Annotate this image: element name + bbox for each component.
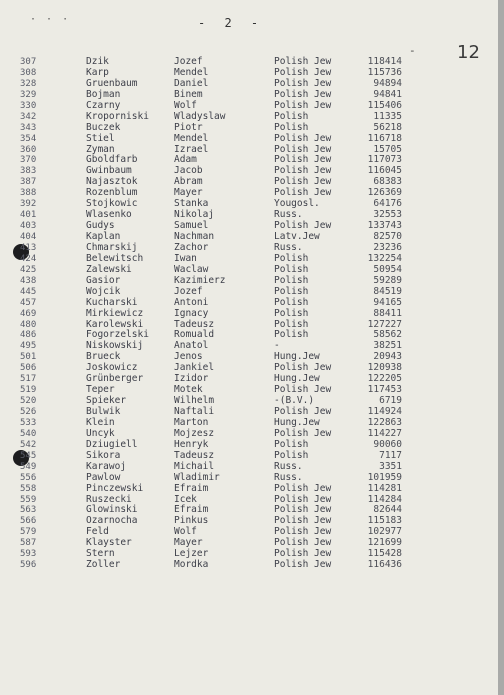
last-name: Niskowskij <box>86 340 144 352</box>
list-item <box>0 68 504 79</box>
last-name: Ruszecki <box>86 493 132 505</box>
nationality: Russ. <box>274 460 303 472</box>
first-name: Anatol <box>174 340 209 352</box>
first-name: Lejzer <box>174 548 209 560</box>
list-item <box>0 374 504 385</box>
prisoner-number: 117073 <box>367 154 402 166</box>
prisoner-number: 56218 <box>373 121 402 133</box>
prisoner-number: 68383 <box>373 176 402 188</box>
prisoner-number: 32553 <box>373 209 402 221</box>
last-name: Gwinbaum <box>86 165 132 177</box>
list-item <box>0 341 504 352</box>
row-number: 328 <box>20 78 37 89</box>
list-item <box>0 232 504 243</box>
first-name: Stanka <box>174 198 209 210</box>
nationality: Polish Jew <box>274 362 332 374</box>
list-item <box>0 462 504 473</box>
nationality: Polish Jew <box>274 482 332 494</box>
row-number: 563 <box>20 505 37 516</box>
prisoner-number: 3351 <box>379 460 402 472</box>
last-name: Najasztok <box>86 176 138 188</box>
row-number: 469 <box>20 308 37 319</box>
row-number: 401 <box>20 210 37 221</box>
row-number: 486 <box>20 330 37 341</box>
prisoner-number: 121699 <box>367 537 402 549</box>
last-name: Bojman <box>86 88 121 100</box>
last-name: Dziugiell <box>86 438 138 450</box>
last-name: Uncyk <box>86 427 115 439</box>
prisoner-number: 118414 <box>367 56 402 67</box>
prisoner-number: 20943 <box>373 351 402 363</box>
row-number: 540 <box>20 428 37 439</box>
prisoner-number: 115736 <box>367 66 402 78</box>
last-name: Karp <box>86 66 109 78</box>
nationality: Polish Jew <box>274 77 332 89</box>
prisoner-number: 23236 <box>373 241 402 253</box>
prisoner-number: 122205 <box>367 373 402 385</box>
row-number: 413 <box>20 242 37 253</box>
prisoner-number: 94165 <box>373 296 402 308</box>
first-name: Mojzesz <box>174 427 215 439</box>
first-name: Naftali <box>174 406 215 417</box>
row-number: 360 <box>20 144 37 155</box>
first-name: Izrael <box>174 143 209 155</box>
nationality: Polish <box>274 285 309 297</box>
first-name: Wladyslaw <box>174 110 226 122</box>
last-name: Feld <box>86 526 109 538</box>
list-item <box>0 418 504 429</box>
row-number: 342 <box>20 111 37 122</box>
last-name: Zyman <box>86 143 115 155</box>
first-name: Mendel <box>174 132 209 144</box>
nationality: Russ. <box>274 241 303 253</box>
prisoner-number: 114284 <box>367 493 402 505</box>
list-item <box>0 79 504 90</box>
last-name: Grünberger <box>86 373 144 385</box>
list-item <box>0 254 504 265</box>
first-name: Efraim <box>174 504 209 516</box>
row-number: 445 <box>20 286 37 297</box>
nationality: Polish Jew <box>274 143 332 155</box>
last-name: Czarny <box>86 99 121 111</box>
row-number: 370 <box>20 155 37 166</box>
prisoner-number: 94841 <box>373 88 402 100</box>
first-name: Romuald <box>174 329 215 341</box>
row-number: 425 <box>20 264 37 275</box>
row-number: 403 <box>20 221 37 232</box>
nationality: Polish <box>274 438 309 450</box>
last-name: Sikora <box>86 449 121 461</box>
last-name: Stern <box>86 548 115 560</box>
list-item <box>0 112 504 123</box>
list-item <box>0 396 504 407</box>
row-number: 587 <box>20 538 37 549</box>
list-item <box>0 265 504 276</box>
last-name: Zalewski <box>86 263 132 275</box>
prisoner-number: 127227 <box>367 318 402 330</box>
row-number: 457 <box>20 297 37 308</box>
row-number: 424 <box>20 253 37 264</box>
row-number: 495 <box>20 341 37 352</box>
first-name: Marton <box>174 416 209 428</box>
nationality: Polish <box>274 263 309 275</box>
corner-number: 12 <box>457 42 480 63</box>
nationality: Polish Jew <box>274 132 332 144</box>
list-item <box>0 188 504 199</box>
row-number: 383 <box>20 166 37 177</box>
row-number: 545 <box>20 450 37 461</box>
row-number: 556 <box>20 472 37 483</box>
nationality: Polish <box>274 318 309 330</box>
first-name: Ignacy <box>174 307 209 319</box>
list-item <box>0 549 504 560</box>
nationality: Hung.Jew <box>274 373 320 385</box>
last-name: Belewitsch <box>86 252 144 264</box>
prisoner-number: 90060 <box>373 438 402 450</box>
prisoner-number: 38251 <box>373 340 402 352</box>
prisoner-number: 120938 <box>367 362 402 374</box>
first-name: Antoni <box>174 296 209 308</box>
row-number: 480 <box>20 319 37 330</box>
nationality: Polish <box>274 252 309 264</box>
last-name: Rozenblum <box>86 187 138 199</box>
list-item <box>0 221 504 232</box>
nationality: Hung.Jew <box>274 351 320 363</box>
prisoner-number: 115428 <box>367 548 402 560</box>
list-item <box>0 298 504 309</box>
last-name: Wojcik <box>86 285 121 297</box>
list-item <box>0 320 504 331</box>
row-number: 438 <box>20 275 37 286</box>
last-name: Gruenbaum <box>86 77 138 89</box>
list-item <box>0 560 504 571</box>
last-name: Zoller <box>86 559 121 571</box>
prisoner-number: 132254 <box>367 252 402 264</box>
prisoner-number: 64176 <box>373 198 402 210</box>
first-name: Nikolaj <box>174 209 215 221</box>
row-number: 566 <box>20 516 37 527</box>
last-name: Spieker <box>86 395 127 407</box>
last-name: Pawlow <box>86 471 121 483</box>
nationality: Polish Jew <box>274 176 332 188</box>
row-number: 392 <box>20 199 37 210</box>
list-item <box>0 57 504 68</box>
nationality: Polish Jew <box>274 165 332 177</box>
first-name: Tadeusz <box>174 449 215 461</box>
margin-dots: · · · <box>30 14 71 25</box>
row-number: 596 <box>20 560 37 571</box>
last-name: Mirkiewicz <box>86 307 144 319</box>
nationality: Polish <box>274 296 309 308</box>
prisoner-number: 115406 <box>367 99 402 111</box>
first-name: Motek <box>174 384 203 396</box>
last-name: Brueck <box>86 351 121 363</box>
nationality: Polish Jew <box>274 559 332 571</box>
first-name: Pinkus <box>174 515 209 527</box>
nationality: Russ. <box>274 209 303 221</box>
first-name: Jozef <box>174 56 203 67</box>
first-name: Adam <box>174 154 197 166</box>
list-item <box>0 407 504 418</box>
first-name: Kazimierz <box>174 274 226 286</box>
nationality: Polish Jew <box>274 504 332 516</box>
last-name: Karawoj <box>86 460 127 472</box>
last-name: Klayster <box>86 537 132 549</box>
list-item <box>0 210 504 221</box>
nationality: Polish <box>274 274 309 286</box>
last-name: Teper <box>86 384 115 396</box>
nationality: Polish Jew <box>274 220 332 232</box>
list-item <box>0 527 504 538</box>
nationality: Polish Jew <box>274 526 332 538</box>
list-item <box>0 276 504 287</box>
row-number: 542 <box>20 439 37 450</box>
list-item <box>0 473 504 484</box>
prisoner-number: 122863 <box>367 416 402 428</box>
list-item <box>0 538 504 549</box>
first-name: Mayer <box>174 537 203 549</box>
list-item <box>0 90 504 101</box>
last-name: Dzik <box>86 56 109 67</box>
list-item <box>0 155 504 166</box>
row-number: 387 <box>20 177 37 188</box>
first-name: Jacob <box>174 165 203 177</box>
last-name: Pinczewski <box>86 482 144 494</box>
nationality: Polish Jew <box>274 427 332 439</box>
first-name: Icek <box>174 493 197 505</box>
last-name: Klein <box>86 416 115 428</box>
prisoner-number: 88411 <box>373 307 402 319</box>
first-name: Wolf <box>174 526 197 538</box>
row-number: 526 <box>20 407 37 417</box>
row-number: 501 <box>20 352 37 363</box>
nationality: Polish <box>274 329 309 341</box>
last-name: Fogorzelski <box>86 329 149 341</box>
row-number: 559 <box>20 494 37 505</box>
last-name: Glowinski <box>86 504 138 516</box>
list-item <box>0 352 504 363</box>
nationality: Russ. <box>274 471 303 483</box>
first-name: Binem <box>174 88 203 100</box>
nationality: Polish Jew <box>274 187 332 199</box>
first-name: Iwan <box>174 252 197 264</box>
nationality: Polish Jew <box>274 384 332 396</box>
nationality: Polish <box>274 121 309 133</box>
list-item <box>0 440 504 451</box>
nationality: -(B.V.) <box>274 395 315 407</box>
first-name: Waclaw <box>174 263 209 275</box>
row-number: 519 <box>20 385 37 396</box>
list-item <box>0 101 504 112</box>
first-name: Piotr <box>174 121 203 133</box>
nationality: Polish Jew <box>274 99 332 111</box>
prisoner-number: 7117 <box>379 449 402 461</box>
last-name: Gasior <box>86 274 121 286</box>
nationality: - <box>274 340 280 352</box>
prisoner-number: 15705 <box>373 143 402 155</box>
first-name: Jenos <box>174 351 203 363</box>
first-name: Efraim <box>174 482 209 494</box>
row-number: 330 <box>20 100 37 111</box>
prisoner-number: 116436 <box>367 559 402 571</box>
first-name: Nachman <box>174 231 215 242</box>
prisoner-number: 133743 <box>367 220 402 232</box>
name-list <box>0 57 504 571</box>
first-name: Samuel <box>174 220 209 232</box>
list-item <box>0 134 504 145</box>
first-name: Mayer <box>174 187 203 199</box>
last-name: Chmarskij <box>86 241 138 253</box>
first-name: Jozef <box>174 285 203 297</box>
nationality: Polish Jew <box>274 88 332 100</box>
nationality: Polish Jew <box>274 515 332 527</box>
list-item <box>0 123 504 134</box>
row-number: 506 <box>20 363 37 374</box>
row-number: 354 <box>20 133 37 144</box>
last-name: Stojkowic <box>86 198 138 210</box>
last-name: Joskowicz <box>86 362 138 374</box>
prisoner-number: 59289 <box>373 274 402 286</box>
first-name: Mordka <box>174 559 209 571</box>
last-name: Wlasenko <box>86 209 132 221</box>
nationality: Polish Jew <box>274 537 332 549</box>
list-item <box>0 243 504 254</box>
row-number: 388 <box>20 188 37 199</box>
first-name: Wilhelm <box>174 395 215 407</box>
last-name: Kroporniski <box>86 110 149 122</box>
first-name: Wladimir <box>174 471 220 483</box>
prisoner-number: 6719 <box>379 395 402 407</box>
nationality: Polish <box>274 110 309 122</box>
row-number: 533 <box>20 417 37 428</box>
prisoner-number: 115183 <box>367 515 402 527</box>
nationality: Polish <box>274 307 309 319</box>
first-name: Abram <box>174 176 203 188</box>
nationality: Polish Jew <box>274 548 332 560</box>
list-item <box>0 199 504 210</box>
first-name: Tadeusz <box>174 318 215 330</box>
first-name: Daniel <box>174 77 209 89</box>
row-number: 579 <box>20 527 37 538</box>
row-number: 307 <box>20 57 37 67</box>
row-number: 343 <box>20 122 37 133</box>
nationality: Polish Jew <box>274 493 332 505</box>
first-name: Zachor <box>174 241 209 253</box>
list-item <box>0 287 504 298</box>
last-name: Buczek <box>86 121 121 133</box>
last-name: Gudys <box>86 220 115 232</box>
list-item <box>0 145 504 156</box>
row-number: 404 <box>20 232 37 242</box>
list-item <box>0 385 504 396</box>
list-item <box>0 309 504 320</box>
prisoner-number: 82570 <box>373 231 402 242</box>
prisoner-number: 114924 <box>367 406 402 417</box>
prisoner-number: 82644 <box>373 504 402 516</box>
nationality: Latv.Jew <box>274 231 320 242</box>
nationality: Polish Jew <box>274 154 332 166</box>
first-name: Mendel <box>174 66 209 78</box>
dash-mark: - <box>409 44 416 57</box>
first-name: Henryk <box>174 438 209 450</box>
prisoner-number: 117453 <box>367 384 402 396</box>
prisoner-number: 126369 <box>367 187 402 199</box>
prisoner-number: 114281 <box>367 482 402 494</box>
row-number: 593 <box>20 549 37 560</box>
prisoner-number: 58562 <box>373 329 402 341</box>
list-item <box>0 451 504 462</box>
prisoner-number: 101959 <box>367 471 402 483</box>
list-item <box>0 330 504 341</box>
prisoner-number: 94894 <box>373 77 402 89</box>
first-name: Michail <box>174 460 215 472</box>
nationality: Polish Jew <box>274 66 332 78</box>
nationality: Polish Jew <box>274 56 332 67</box>
row-number: 329 <box>20 89 37 100</box>
nationality: Yougosl. <box>274 198 320 210</box>
list-item <box>0 516 504 527</box>
list-item <box>0 495 504 506</box>
prisoner-number: 11335 <box>373 110 402 122</box>
nationality: Hung.Jew <box>274 416 320 428</box>
last-name: Stiel <box>86 132 115 144</box>
row-number: 517 <box>20 374 37 385</box>
last-name: Kaplan <box>86 231 121 242</box>
prisoner-number: 116718 <box>367 132 402 144</box>
prisoner-number: 84519 <box>373 285 402 297</box>
row-number: 520 <box>20 396 37 407</box>
list-item <box>0 363 504 374</box>
nationality: Polish Jew <box>274 406 332 417</box>
list-item <box>0 505 504 516</box>
prisoner-number: 114227 <box>367 427 402 439</box>
last-name: Bulwik <box>86 406 121 417</box>
list-item <box>0 429 504 440</box>
last-name: Kucharski <box>86 296 138 308</box>
first-name: Wolf <box>174 99 197 111</box>
first-name: Izidor <box>174 373 209 385</box>
last-name: Karolewski <box>86 318 144 330</box>
row-number: 308 <box>20 67 37 78</box>
list-item <box>0 484 504 495</box>
list-item <box>0 177 504 188</box>
prisoner-number: 50954 <box>373 263 402 275</box>
list-item <box>0 166 504 177</box>
prisoner-number: 116045 <box>367 165 402 177</box>
row-number: 549 <box>20 461 37 472</box>
nationality: Polish <box>274 449 309 461</box>
row-number: 558 <box>20 483 37 494</box>
prisoner-number: 102977 <box>367 526 402 538</box>
first-name: Jankiel <box>174 362 215 374</box>
last-name: Gboldfarb <box>86 154 138 166</box>
last-name: Ozarnocha <box>86 515 138 527</box>
page-number: - 2 - <box>198 16 265 30</box>
